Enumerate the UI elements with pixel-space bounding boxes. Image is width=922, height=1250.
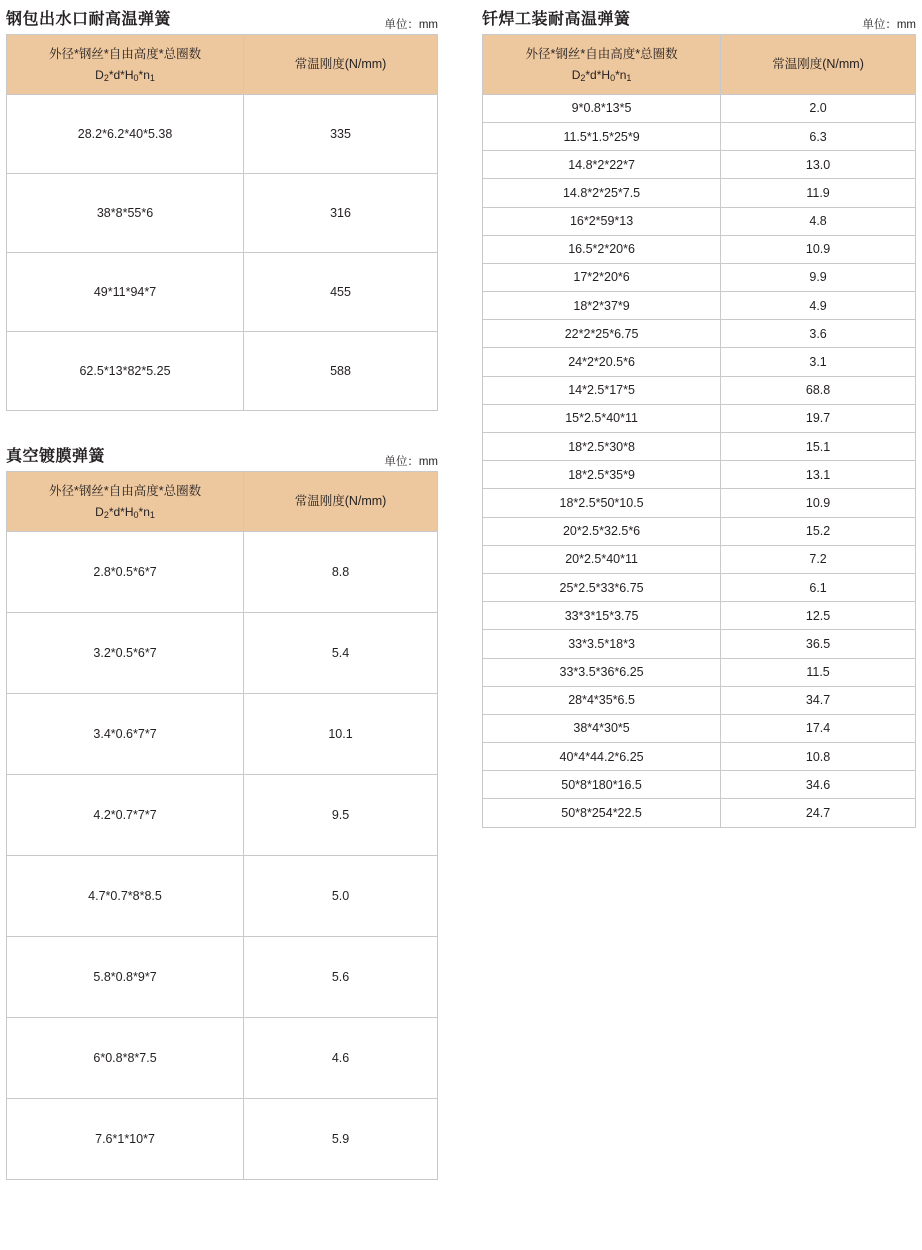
- cell-spec: 50*8*180*16.5: [483, 771, 721, 799]
- table-row: [7, 936, 438, 1017]
- table-row: [483, 292, 916, 320]
- spring-table-vacuum-coating: [6, 471, 438, 1180]
- column-header-stiffness: 常温刚度(N/mm): [721, 35, 916, 95]
- cell-stiffness: 12.5: [721, 602, 916, 630]
- cell-spec: 38*8*55*6: [7, 173, 244, 252]
- table-row: [7, 252, 438, 331]
- cell-spec: 9*0.8*13*5: [483, 94, 721, 122]
- column-header-spec-line1: 外径*钢丝*自由高度*总圈数: [525, 47, 678, 61]
- cell-stiffness: 6.1: [721, 573, 916, 601]
- table-row: [483, 348, 916, 376]
- cell-stiffness: 335: [244, 94, 438, 173]
- cell-spec: 62.5*13*82*5.25: [7, 331, 244, 410]
- cell-spec: 33*3*15*3.75: [483, 602, 721, 630]
- table-row: [483, 320, 916, 348]
- table-row: [483, 376, 916, 404]
- table-row: [7, 94, 438, 173]
- table-row: [483, 179, 916, 207]
- cell-stiffness: 9.9: [721, 263, 916, 291]
- section-header: [6, 0, 438, 34]
- cell-spec: 22*2*25*6.75: [483, 320, 721, 348]
- cell-stiffness: 10.9: [721, 489, 916, 517]
- cell-spec: 38*4*30*5: [483, 714, 721, 742]
- table-row: [483, 235, 916, 263]
- table-row: [483, 799, 916, 827]
- table-row: [483, 714, 916, 742]
- cell-spec: 6*0.8*8*7.5: [7, 1017, 244, 1098]
- cell-stiffness: 7.2: [721, 545, 916, 573]
- cell-spec: 20*2.5*40*11: [483, 545, 721, 573]
- cell-stiffness: 15.1: [721, 433, 916, 461]
- right-column: [482, 0, 916, 854]
- cell-spec: 50*8*254*22.5: [483, 799, 721, 827]
- cell-spec: 15*2.5*40*11: [483, 404, 721, 432]
- table-row: [483, 517, 916, 545]
- table-row: [483, 404, 916, 432]
- cell-stiffness: 11.5: [721, 658, 916, 686]
- cell-spec: 40*4*44.2*6.25: [483, 743, 721, 771]
- cell-spec: 18*2.5*50*10.5: [483, 489, 721, 517]
- table-row: [7, 693, 438, 774]
- section-header: [6, 437, 438, 471]
- section-unit-label: 单位：mm: [384, 19, 438, 31]
- table-row: [483, 743, 916, 771]
- table-row: [483, 573, 916, 601]
- table-header-row: [7, 35, 438, 95]
- cell-spec: 49*11*94*7: [7, 252, 244, 331]
- cell-stiffness: 3.6: [721, 320, 916, 348]
- cell-spec: 5.8*0.8*9*7: [7, 936, 244, 1017]
- cell-stiffness: 5.6: [244, 936, 438, 1017]
- cell-stiffness: 34.7: [721, 686, 916, 714]
- cell-stiffness: 5.0: [244, 855, 438, 936]
- cell-stiffness: 19.7: [721, 404, 916, 432]
- column-header-stiffness: 常温刚度(N/mm): [244, 35, 438, 95]
- table-row: [7, 1017, 438, 1098]
- table-row: [483, 686, 916, 714]
- table-row: [7, 774, 438, 855]
- left-column: [6, 0, 438, 1206]
- table-row: [7, 1098, 438, 1179]
- table-row: [483, 489, 916, 517]
- cell-stiffness: 455: [244, 252, 438, 331]
- cell-stiffness: 5.9: [244, 1098, 438, 1179]
- cell-spec: 25*2.5*33*6.75: [483, 573, 721, 601]
- cell-stiffness: 10.8: [721, 743, 916, 771]
- section-unit-label: 单位：mm: [384, 455, 438, 468]
- cell-spec: 4.7*0.7*8*8.5: [7, 855, 244, 936]
- cell-spec: 14*2.5*17*5: [483, 376, 721, 404]
- table-row: [483, 433, 916, 461]
- cell-stiffness: 4.8: [721, 207, 916, 235]
- section-unit-label: 单位：mm: [862, 19, 916, 31]
- column-header-spec: [483, 35, 721, 95]
- cell-stiffness: 15.2: [721, 517, 916, 545]
- cell-stiffness: 68.8: [721, 376, 916, 404]
- table-header-row: [483, 35, 916, 95]
- cell-stiffness: 13.1: [721, 461, 916, 489]
- table-row: [483, 122, 916, 150]
- cell-spec: 3.4*0.6*7*7: [7, 693, 244, 774]
- cell-spec: 18*2.5*35*9: [483, 461, 721, 489]
- table-row: [483, 658, 916, 686]
- cell-stiffness: 316: [244, 173, 438, 252]
- cell-stiffness: 9.5: [244, 774, 438, 855]
- cell-spec: 14.8*2*25*7.5: [483, 179, 721, 207]
- cell-spec: 16.5*2*20*6: [483, 235, 721, 263]
- cell-spec: 2.8*0.5*6*7: [7, 531, 244, 612]
- cell-spec: 28.2*6.2*40*5.38: [7, 94, 244, 173]
- cell-spec: 20*2.5*32.5*6: [483, 517, 721, 545]
- section-title: 钢包出水口耐高温弹簧: [6, 11, 172, 28]
- table-row: [483, 94, 916, 122]
- column-header-spec-line2: $D_2*d*H_0*n_1$: [95, 504, 155, 520]
- cell-stiffness: 36.5: [721, 630, 916, 658]
- column-header-spec-line2: $D_2*d*H_0*n_1$: [95, 67, 155, 83]
- cell-stiffness: 2.0: [721, 94, 916, 122]
- cell-stiffness: 5.4: [244, 612, 438, 693]
- table-row: [483, 602, 916, 630]
- column-header-spec-line1: 外径*钢丝*自由高度*总圈数: [48, 47, 202, 61]
- cell-spec: 33*3.5*18*3: [483, 630, 721, 658]
- cell-spec: 16*2*59*13: [483, 207, 721, 235]
- table-header-row: [7, 471, 438, 531]
- cell-stiffness: 17.4: [721, 714, 916, 742]
- cell-spec: 11.5*1.5*25*9: [483, 122, 721, 150]
- cell-spec: 4.2*0.7*7*7: [7, 774, 244, 855]
- cell-spec: 18*2.5*30*8: [483, 433, 721, 461]
- table-row: [483, 771, 916, 799]
- section-title: 钎焊工装耐高温弹簧: [482, 11, 631, 28]
- section-header: [482, 0, 916, 34]
- cell-stiffness: 588: [244, 331, 438, 410]
- column-header-spec-line2: $D_2*d*H_0*n_1$: [571, 67, 632, 83]
- cell-stiffness: 6.3: [721, 122, 916, 150]
- cell-spec: 17*2*20*6: [483, 263, 721, 291]
- table-row: [7, 531, 438, 612]
- spring-table-ladle-nozzle: [6, 34, 438, 411]
- table-row: [7, 331, 438, 410]
- table-row: [483, 207, 916, 235]
- cell-spec: 7.6*1*10*7: [7, 1098, 244, 1179]
- cell-spec: 33*3.5*36*6.25: [483, 658, 721, 686]
- table-row: [483, 151, 916, 179]
- section-brazing-fixture: [482, 0, 916, 828]
- cell-stiffness: 4.9: [721, 292, 916, 320]
- cell-spec: 18*2*37*9: [483, 292, 721, 320]
- cell-stiffness: 13.0: [721, 151, 916, 179]
- cell-stiffness: 24.7: [721, 799, 916, 827]
- cell-stiffness: 11.9: [721, 179, 916, 207]
- section-vacuum-coating: [6, 437, 438, 1180]
- cell-stiffness: 10.9: [721, 235, 916, 263]
- cell-spec: 14.8*2*22*7: [483, 151, 721, 179]
- column-header-spec: [7, 35, 244, 95]
- table-row: [483, 263, 916, 291]
- table-row: [7, 855, 438, 936]
- column-header-spec-line1: 外径*钢丝*自由高度*总圈数: [48, 483, 202, 498]
- cell-stiffness: 4.6: [244, 1017, 438, 1098]
- cell-stiffness: 34.6: [721, 771, 916, 799]
- table-row: [483, 630, 916, 658]
- table-row: [483, 545, 916, 573]
- cell-spec: 28*4*35*6.5: [483, 686, 721, 714]
- cell-spec: 3.2*0.5*6*7: [7, 612, 244, 693]
- spring-table-brazing-fixture: [482, 34, 916, 828]
- section-title: 真空镀膜弹簧: [6, 447, 106, 465]
- column-header-spec: [7, 471, 244, 531]
- cell-spec: 24*2*20.5*6: [483, 348, 721, 376]
- section-ladle-nozzle: [6, 0, 438, 411]
- cell-stiffness: 3.1: [721, 348, 916, 376]
- table-row: [7, 173, 438, 252]
- table-row: [7, 612, 438, 693]
- cell-stiffness: 10.1: [244, 693, 438, 774]
- cell-stiffness: 8.8: [244, 531, 438, 612]
- column-header-stiffness: 常温刚度(N/mm): [244, 471, 438, 531]
- table-row: [483, 461, 916, 489]
